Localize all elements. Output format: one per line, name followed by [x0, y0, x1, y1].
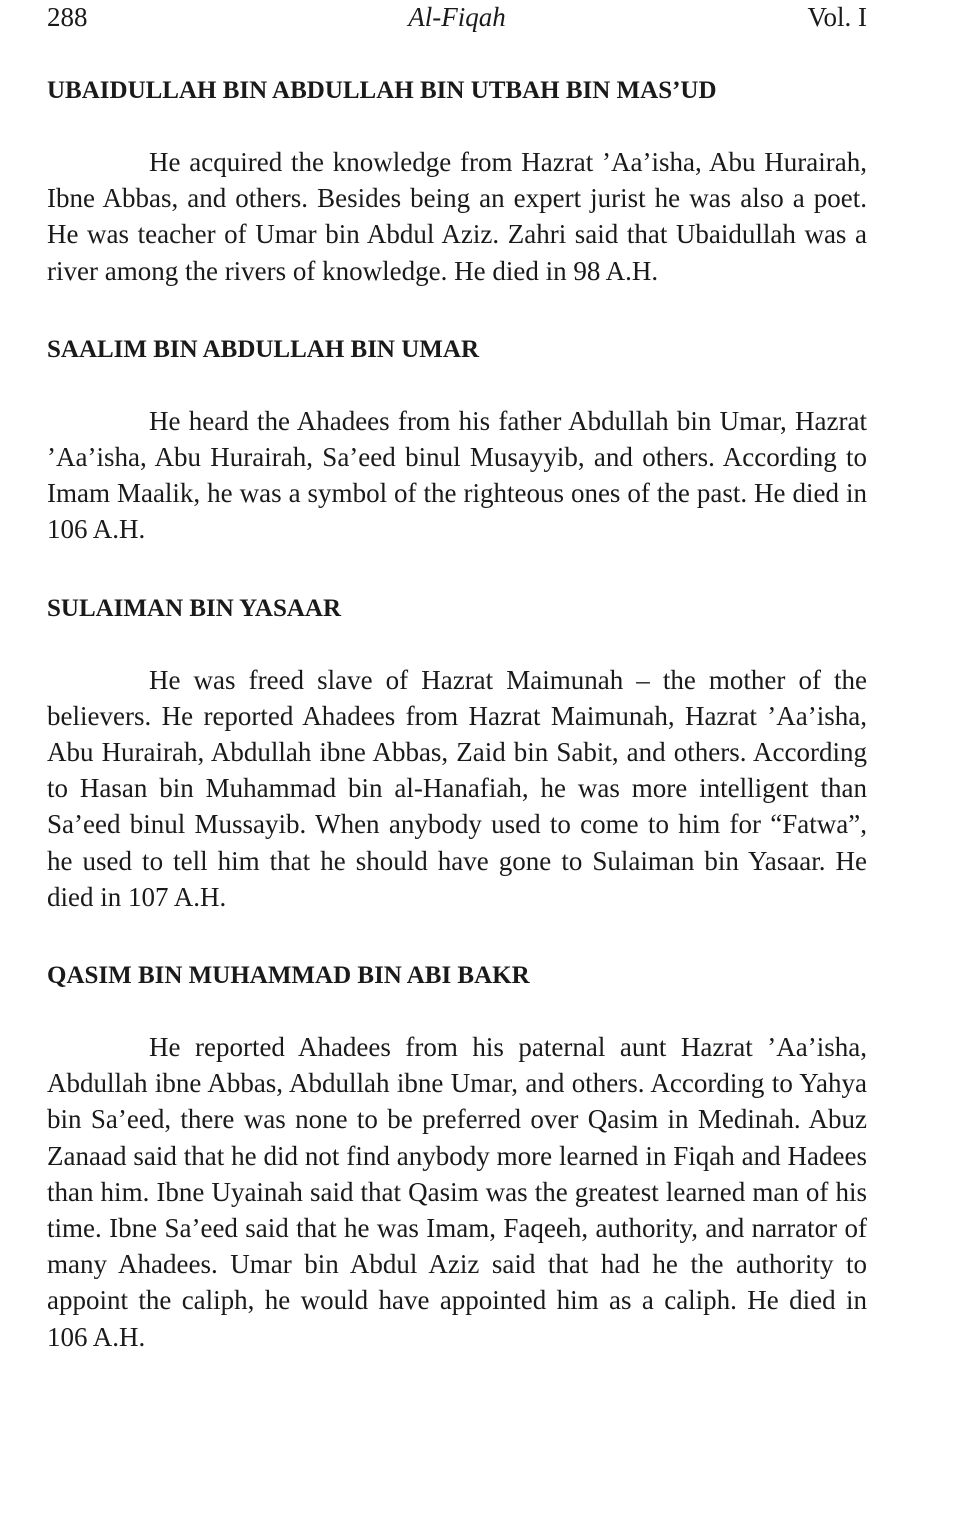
running-header [47, 2, 867, 36]
book-title: Al-Fiqah [408, 2, 506, 32]
section-heading-saalim: SAALIM BIN ABDULLAH BIN UMAR [47, 335, 479, 363]
book-page [47, 0, 867, 1355]
section-body-saalim: He heard the Ahadees from his father Abdullah bin Umar, Hazrat ’Aa’isha, Abu Hurairah, Sa’eed binul Musayyib, and others. According to Imam Maalik, he was a symbol of the righteous ones of the past. He died in 106 A.H. [47, 405, 867, 545]
section-heading-sulaiman: SULAIMAN BIN YASAAR [47, 594, 342, 622]
volume-label: Vol. I [807, 2, 867, 32]
section-body-qasim: He reported Ahadees from his paternal aunt Hazrat ’Aa’isha, Abdullah ibne Abbas, Abdullah ibne Umar, and others. According to Yahya bin Sa’eed, there was none to be preferred over Qasim in Medinah. Abuz Zanaad said that he did not find anybody more learned in Fiqah and Hadees than him. Ibne Uyainah said that Qasim was the greatest learned man of his time. Ibne Sa’eed said that he was Imam, Faqeeh, authority, and narrator of many Ahadees. Umar bin Abdul Aziz said that had he the authority to appoint the caliph, he would have appointed him as a caliph. He died in 106 A.H. [47, 1032, 867, 1352]
section-heading-qasim: QASIM BIN MUHAMMAD BIN ABI BAKR [47, 962, 530, 990]
page-number: 288 [47, 2, 88, 32]
section-heading-ubaidullah: UBAIDULLAH BIN ABDULLAH BIN UTBAH BIN MAS’UD [47, 77, 717, 104]
section-body-sulaiman: He was freed slave of Hazrat Maimunah – the mother of the believers. He reported Ahadees from Hazrat Maimunah, Hazrat ’Aa’isha, Abu Hurairah, Abdullah ibne Abbas, Zaid bin Sabit, and others. According to Hasan bin Muhammad bin al-Hanafiah, he was more intelligent than Sa’eed binul Mussayib. When anybody used to come to him for “Fatwa”, he used to tell him that he should have gone to Sulaiman bin Yasaar. He died in 107 A.H. [47, 664, 867, 912]
section-body-ubaidullah: He acquired the knowledge from Hazrat ’Aa’isha, Abu Hurairah, Ibne Abbas, and others. Besides being an expert jurist he was also a poet. He was teacher of Umar bin Abdul Aziz. Zahri said that Ubaidullah was a river among the rivers of knowledge. He died in 98 A.H. [47, 147, 867, 286]
